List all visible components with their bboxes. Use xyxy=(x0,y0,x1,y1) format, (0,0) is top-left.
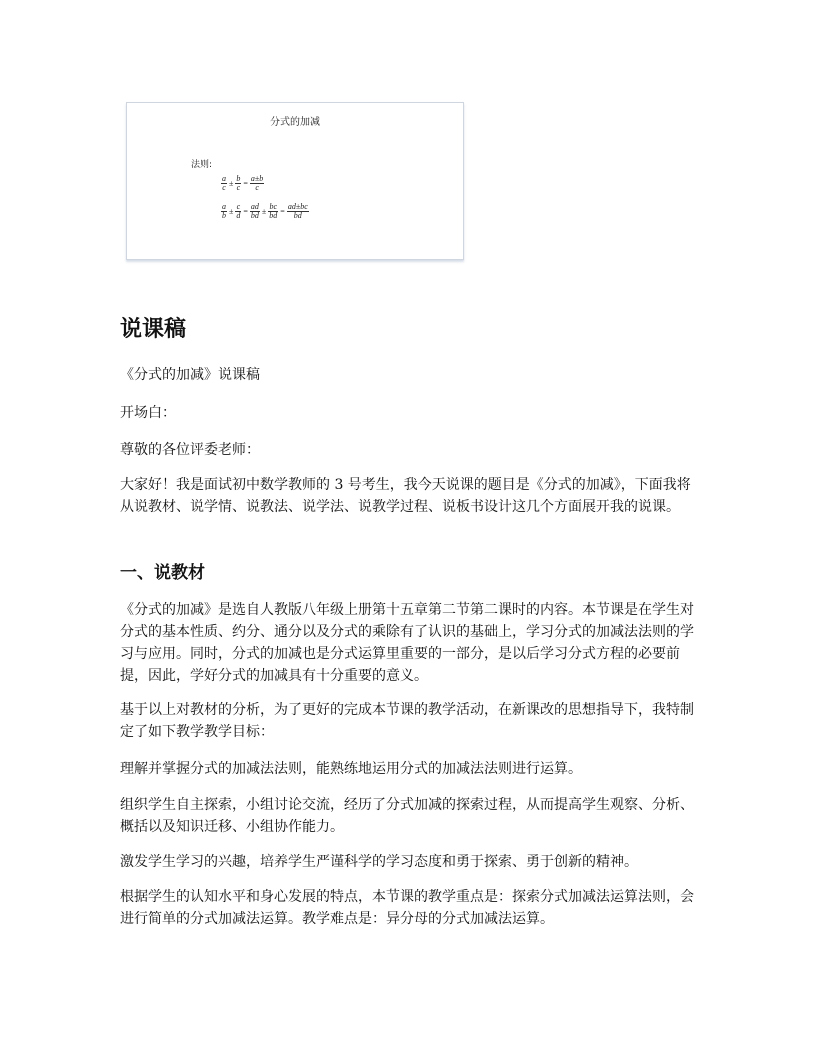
document-title: 说课稿 xyxy=(120,317,187,342)
fraction: $\frac{c}{d}$ xyxy=(236,202,241,220)
figure-title: 分式的加减 xyxy=(270,117,320,128)
operator: ± xyxy=(261,207,267,216)
operator: = xyxy=(243,179,248,188)
operator: ± xyxy=(229,207,234,216)
section-heading-teaching-material: 一、说教材 xyxy=(120,563,205,583)
fraction: $\frac{a}{c}$ xyxy=(222,174,226,192)
paragraph-opening: 开场白： xyxy=(120,405,176,421)
operator: ± xyxy=(229,179,234,188)
fraction: $\frac{ad}{bd}$ xyxy=(250,202,259,220)
formula-same-denominator xyxy=(221,175,264,192)
paragraph-goal-attitude: 激发学生学习的兴趣，培养学生严谨科学的学习态度和勇于探索、勇于创新的精神。 xyxy=(120,854,638,870)
fraction: $\frac{bc}{bd}$ xyxy=(269,202,278,220)
paragraph-lesson-title: 《分式的加减》说课稿 xyxy=(120,367,260,383)
fraction: $\frac{ad\pm bc}{bd}$ xyxy=(287,202,308,220)
operator: = xyxy=(280,207,285,216)
formula-image xyxy=(126,102,464,260)
paragraph-goal-process: 组织学生自主探索，小组讨论交流，经历了分式加减的探索过程，从而提高学生观察、分析、概括以及知识迁移、小组协作能力。 xyxy=(120,797,694,835)
fraction: $\frac{b}{c}$ xyxy=(236,174,241,192)
paragraph-material-analysis: 《分式的加减》是选自人教版八年级上册第十五章第二节第二课时的内容。本节课是在学生对分式的基本性质、约分、通分以及分式的乘除有了认识的基础上，学习分式的加减法法则的学习与应用。同时，分式的加减也是分式运算里重要的一部分，是以后学习分式方程的必要前提，因此，学好分式的加减具有十分重要的意义。 xyxy=(120,602,694,684)
rule-label: 法则: xyxy=(191,160,213,170)
paragraph-greeting: 尊敬的各位评委老师： xyxy=(120,442,260,458)
paragraph-introduction: 大家好！我是面试初中数学教师的 3 号考生，我今天说课的题目是《分式的加减》，下面我将从说教材、说学情、说教法、说学法、说教学过程、说板书设计这几个方面展开我的说课。 xyxy=(120,477,691,515)
paragraph-teaching-goals-intro: 基于以上对教材的分析，为了更好的完成本节课的教学活动，在新课改的思想指导下，我特制定了如下教学教学目标： xyxy=(120,702,694,740)
formula-different-denominator xyxy=(221,203,309,220)
paragraph-goal-knowledge: 理解并掌握分式的加减法法则，能熟练地运用分式的加减法法则进行运算。 xyxy=(120,761,582,777)
fraction: $\frac{a}{b}$ xyxy=(222,202,226,220)
fraction: $\frac{a\pm b}{c}$ xyxy=(250,174,264,192)
paragraph-key-points: 根据学生的认知水平和身心发展的特点，本节课的教学重点是：探索分式加减法运算法则，会进行简单的分式加减法运算。教学难点是：异分母的分式加减法运算。 xyxy=(120,889,694,927)
operator: = xyxy=(243,207,248,216)
